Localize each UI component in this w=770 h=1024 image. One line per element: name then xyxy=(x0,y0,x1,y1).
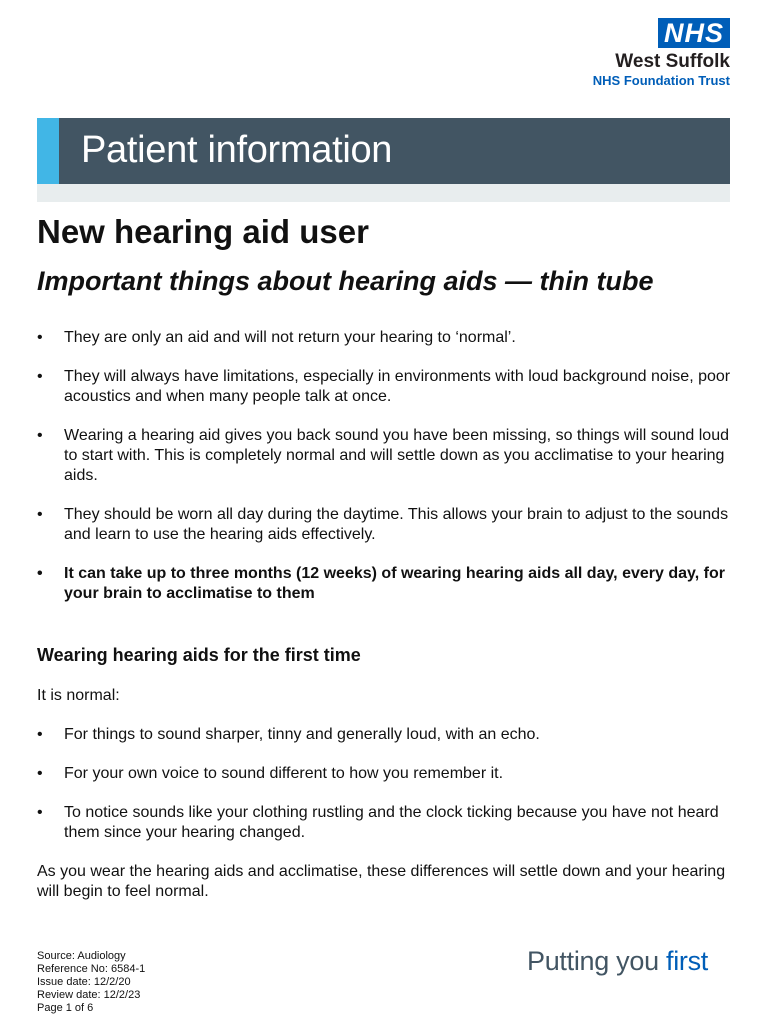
bullet-icon: • xyxy=(37,368,43,385)
list-item-text: To notice sounds like your clothing rustling and the clock ticking because you have not heard them since your hearing changed. xyxy=(64,804,719,841)
list-item-text: For your own voice to sound different to how you remember it. xyxy=(64,765,504,782)
closing-paragraph: As you wear the hearing aids and acclimatise, these differences will settle down and your hearing will begin to feel normal. xyxy=(37,863,726,900)
document-subtitle: Important things about hearing aids — thin tube xyxy=(37,266,654,296)
list-item xyxy=(37,367,732,407)
footer-reference: Reference No: 6584-1 xyxy=(37,963,146,975)
banner-light-band xyxy=(37,184,730,202)
footer-page-number: Page 1 of 6 xyxy=(37,1002,94,1014)
bullet-icon: • xyxy=(37,765,43,782)
list-item-text: It can take up to three months (12 weeks) of wearing hearing aids all day, every day, for your brain to acclimatise to them xyxy=(64,565,725,602)
bullet-icon: • xyxy=(37,427,43,444)
banner-title: Patient information xyxy=(81,129,393,171)
list-item xyxy=(37,426,732,486)
list-item-text: For things to sound sharper, tinny and generally loud, with an echo. xyxy=(64,726,540,743)
bullet-icon: • xyxy=(37,506,43,523)
patient-information-banner xyxy=(37,118,730,202)
list-item xyxy=(37,505,732,545)
list-item xyxy=(37,725,732,745)
bullet-icon: • xyxy=(37,726,43,743)
trust-name: West Suffolk xyxy=(615,51,730,72)
document-title: New hearing aid user xyxy=(37,213,369,250)
list-item-emphasis xyxy=(37,564,732,604)
slogan-part-2: first xyxy=(666,946,708,976)
footer-review-date: Review date: 12/2/23 xyxy=(37,989,141,1001)
document-footer xyxy=(37,950,145,1015)
banner-accent-stripe xyxy=(37,118,59,184)
nhs-logo xyxy=(593,18,730,89)
bullet-icon: • xyxy=(37,565,43,582)
list-item-text: They should be worn all day during the daytime. This allows your brain to adjust to the sounds and learn to use the hearing aids effectively. xyxy=(64,506,729,543)
slogan xyxy=(527,946,708,977)
footer-issue-date: Issue date: 12/2/20 xyxy=(37,976,131,988)
first-time-list xyxy=(37,725,732,843)
list-item xyxy=(37,803,732,843)
intro-text: It is normal: xyxy=(37,687,120,704)
list-item-text: They are only an aid and will not return your hearing to ‘normal’. xyxy=(64,329,516,346)
footer-source: Source: Audiology xyxy=(37,950,126,962)
section-heading: Wearing hearing aids for the first time xyxy=(37,645,361,665)
list-item-text: They will always have limitations, especially in environments with loud background noise, poor acoustics and when many people talk at once. xyxy=(64,368,731,405)
slogan-part-1: Putting you xyxy=(527,946,666,976)
bullet-icon: • xyxy=(37,804,43,821)
list-item-text: Wearing a hearing aid gives you back sound you have been missing, so things will sound loud to start with. This is completely normal and will settle down as you acclimatise to your hearing aids. xyxy=(64,427,729,484)
list-item xyxy=(37,764,732,784)
important-things-list xyxy=(37,328,732,604)
trust-subtitle: NHS Foundation Trust xyxy=(592,73,730,88)
document-body xyxy=(37,210,732,902)
list-item xyxy=(37,328,732,348)
nhs-logo-box: NHS xyxy=(658,18,730,48)
bullet-icon: • xyxy=(37,329,43,346)
